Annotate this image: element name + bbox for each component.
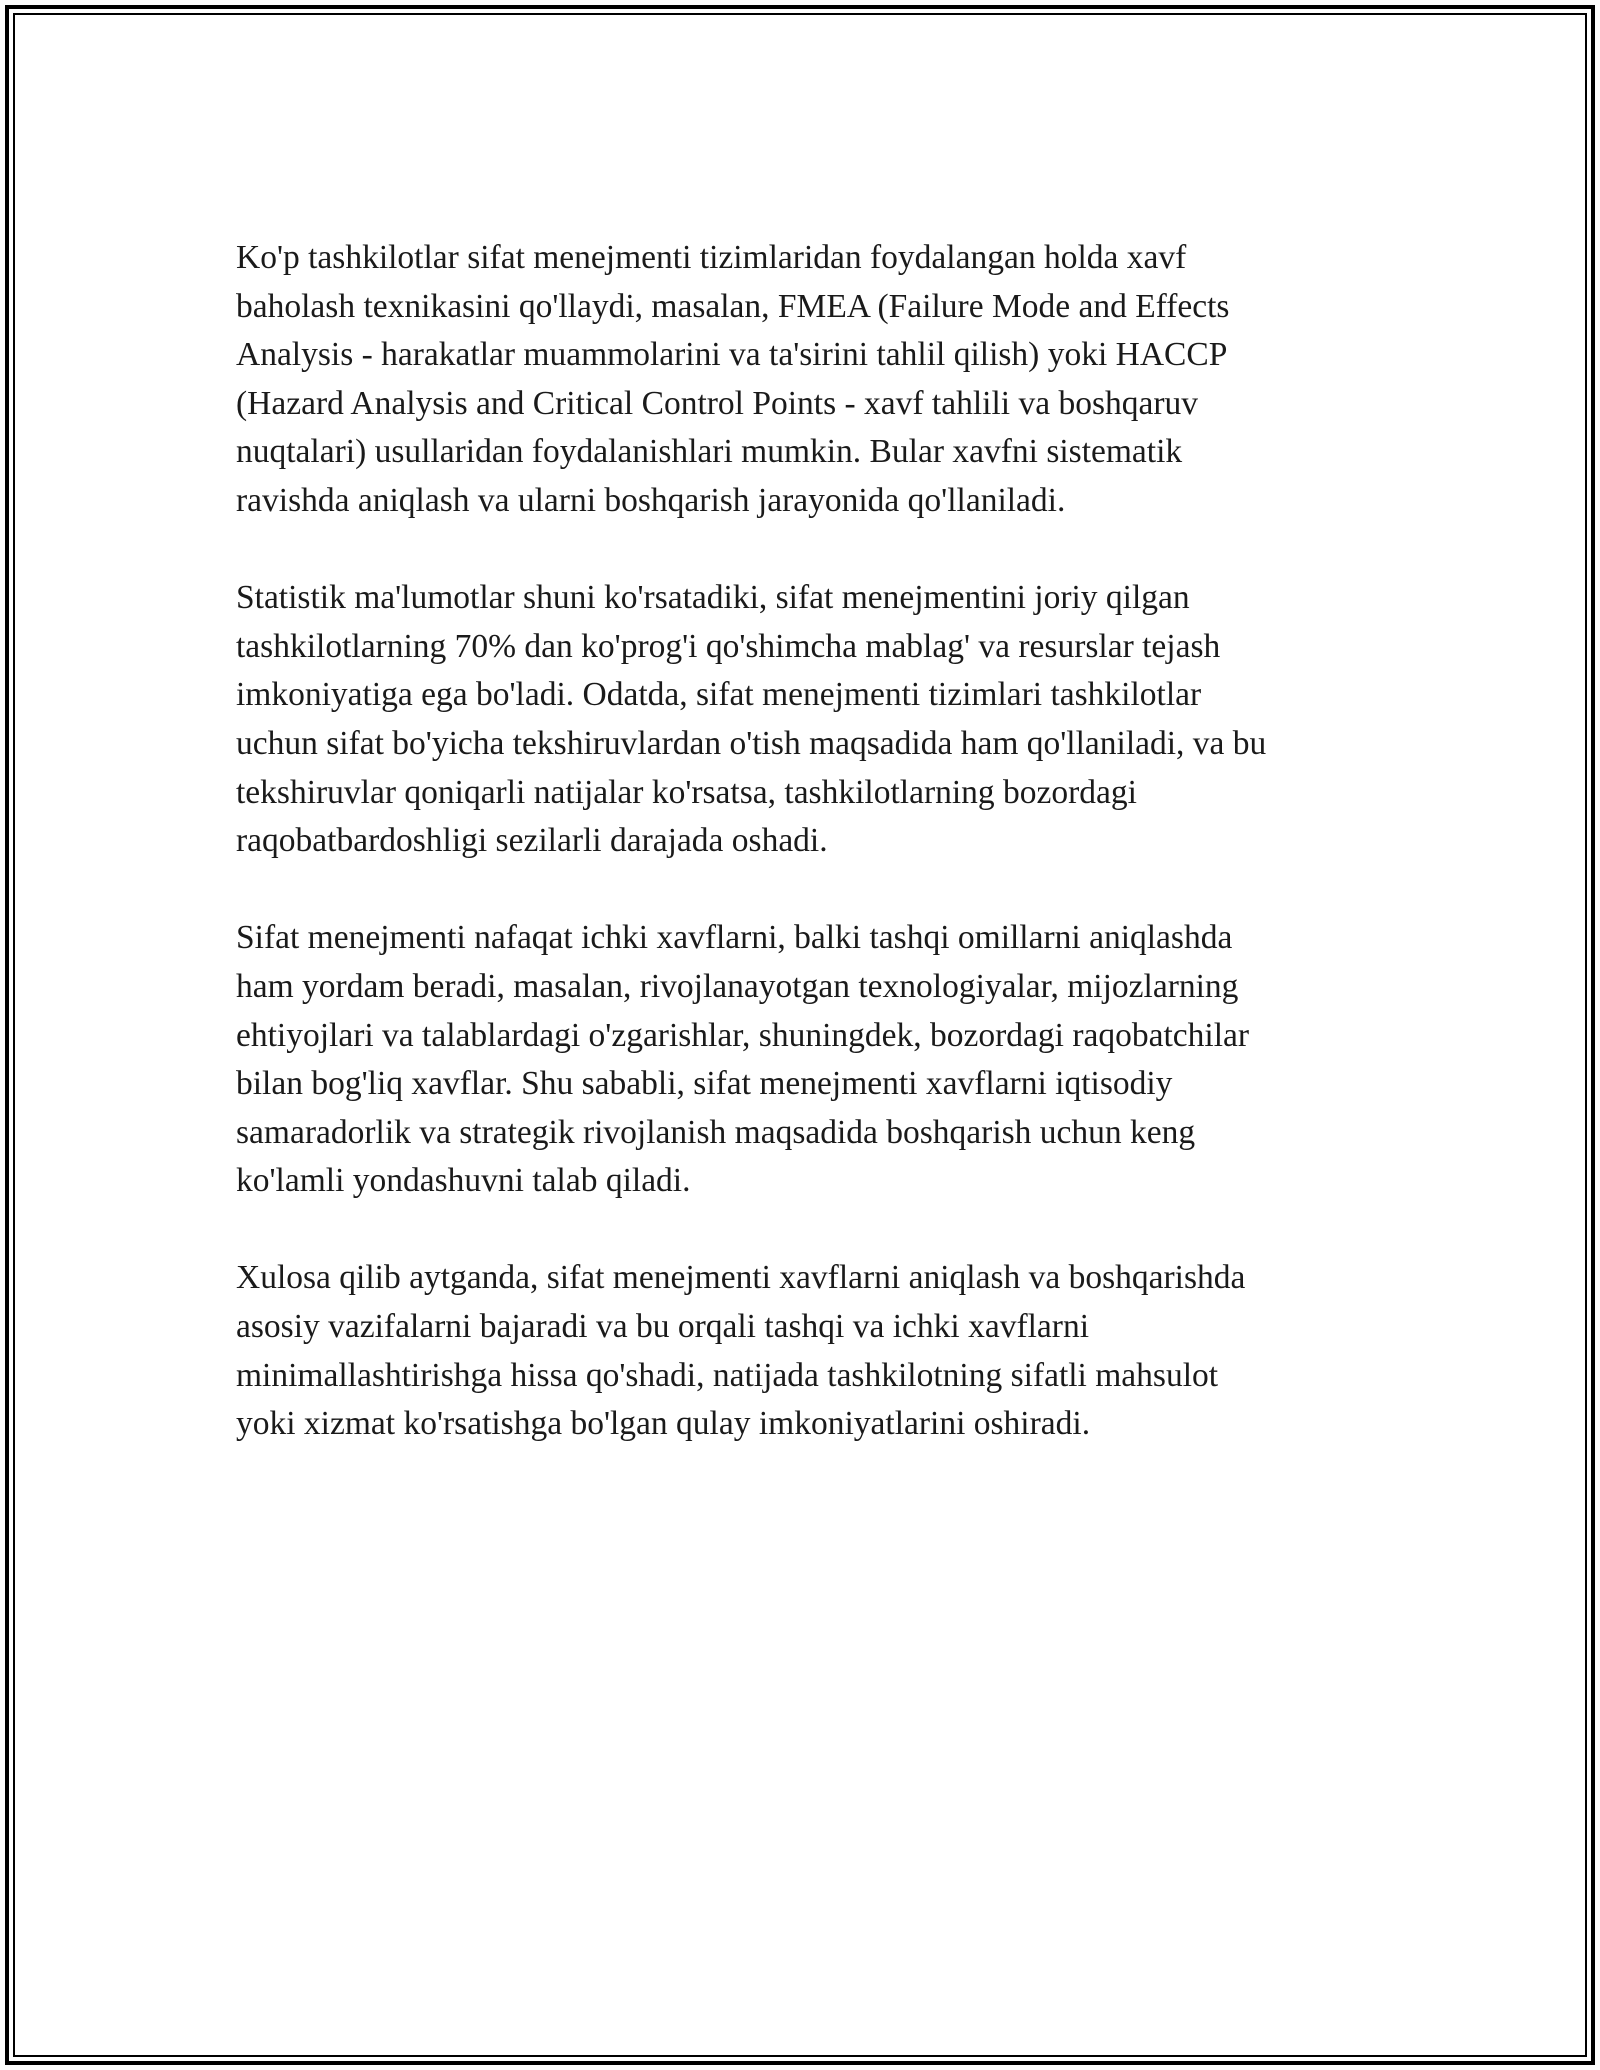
document-body xyxy=(236,234,1386,1449)
text-line: Analysis - harakatlar muammolarini va ta'sirini tahlil qilish) yoki HACCP xyxy=(236,336,1228,374)
paragraph-statistics xyxy=(236,574,1386,866)
text-line: tekshiruvlar qoniqarli natijalar ko'rsatsa, tashkilotlarning bozordagi xyxy=(236,773,1137,811)
text-line: yoki xizmat ko'rsatishga bo'lgan qulay imkoniyatlarini oshiradi. xyxy=(236,1405,1091,1443)
text-line: Statistik ma'lumotlar shuni ko'rsatadiki, sifat menejmentini joriy qilgan xyxy=(236,579,1190,617)
text-line: ehtiyojlari va talablardagi o'zgarishlar, shuningdek, bozordagi raqobatchilar xyxy=(236,1016,1250,1054)
text-line: ko'lamli yondashuvni talab qiladi. xyxy=(236,1162,691,1200)
text-line: Ko'p tashkilotlar sifat menejmenti tizimlaridan foydalangan holda xavf xyxy=(236,239,1187,276)
text-line: baholash texnikasini qo'llaydi, masalan, FMEA (Failure Mode and Effects xyxy=(236,287,1230,325)
paragraph-risk-assessment xyxy=(236,234,1386,526)
text-line: samaradorlik va strategik rivojlanish maqsadida boshqarish uchun keng xyxy=(236,1113,1196,1151)
text-line: raqobatbardoshligi sezilarli darajada oshadi. xyxy=(236,822,828,860)
paragraph-external-factors xyxy=(236,914,1386,1206)
paragraph-conclusion xyxy=(236,1254,1386,1448)
text-line: imkoniyatiga ega bo'ladi. Odatda, sifat menejmenti tizimlari tashkilotlar xyxy=(236,676,1202,714)
text-line: ham yordam beradi, masalan, rivojlanayotgan texnologiyalar, mijozlarning xyxy=(236,967,1239,1005)
text-line: minimallashtirishga hissa qo'shadi, natijada tashkilotning sifatli mahsulot xyxy=(236,1356,1219,1394)
text-line: Xulosa qilib aytganda, sifat menejmenti xavflarni aniqlash va boshqarishda xyxy=(236,1259,1246,1297)
text-line: (Hazard Analysis and Critical Control Points - xavf tahlili va boshqaruv xyxy=(236,384,1199,422)
text-line: ravishda aniqlash va ularni boshqarish jarayonida qo'llaniladi. xyxy=(236,481,1066,519)
text-line: tashkilotlarning 70% dan ko'prog'i qo'shimcha mablag' va resurslar tejash xyxy=(236,627,1221,665)
text-line: uchun sifat bo'yicha tekshiruvlardan o'tish maqsadida ham qo'llaniladi, va bu xyxy=(236,724,1267,762)
text-line: nuqtalari) usullaridan foydalanishlari mumkin. Bular xavfni sistematik xyxy=(236,433,1183,471)
text-line: bilan bog'liq xavflar. Shu sababli, sifat menejmenti xavflarni iqtisodiy xyxy=(236,1065,1173,1103)
text-line: asosiy vazifalarni bajaradi va bu orqali tashqi va ichki xavflarni xyxy=(236,1308,1090,1346)
text-line: Sifat menejmenti nafaqat ichki xavflarni, balki tashqi omillarni aniqlashda xyxy=(236,919,1233,957)
